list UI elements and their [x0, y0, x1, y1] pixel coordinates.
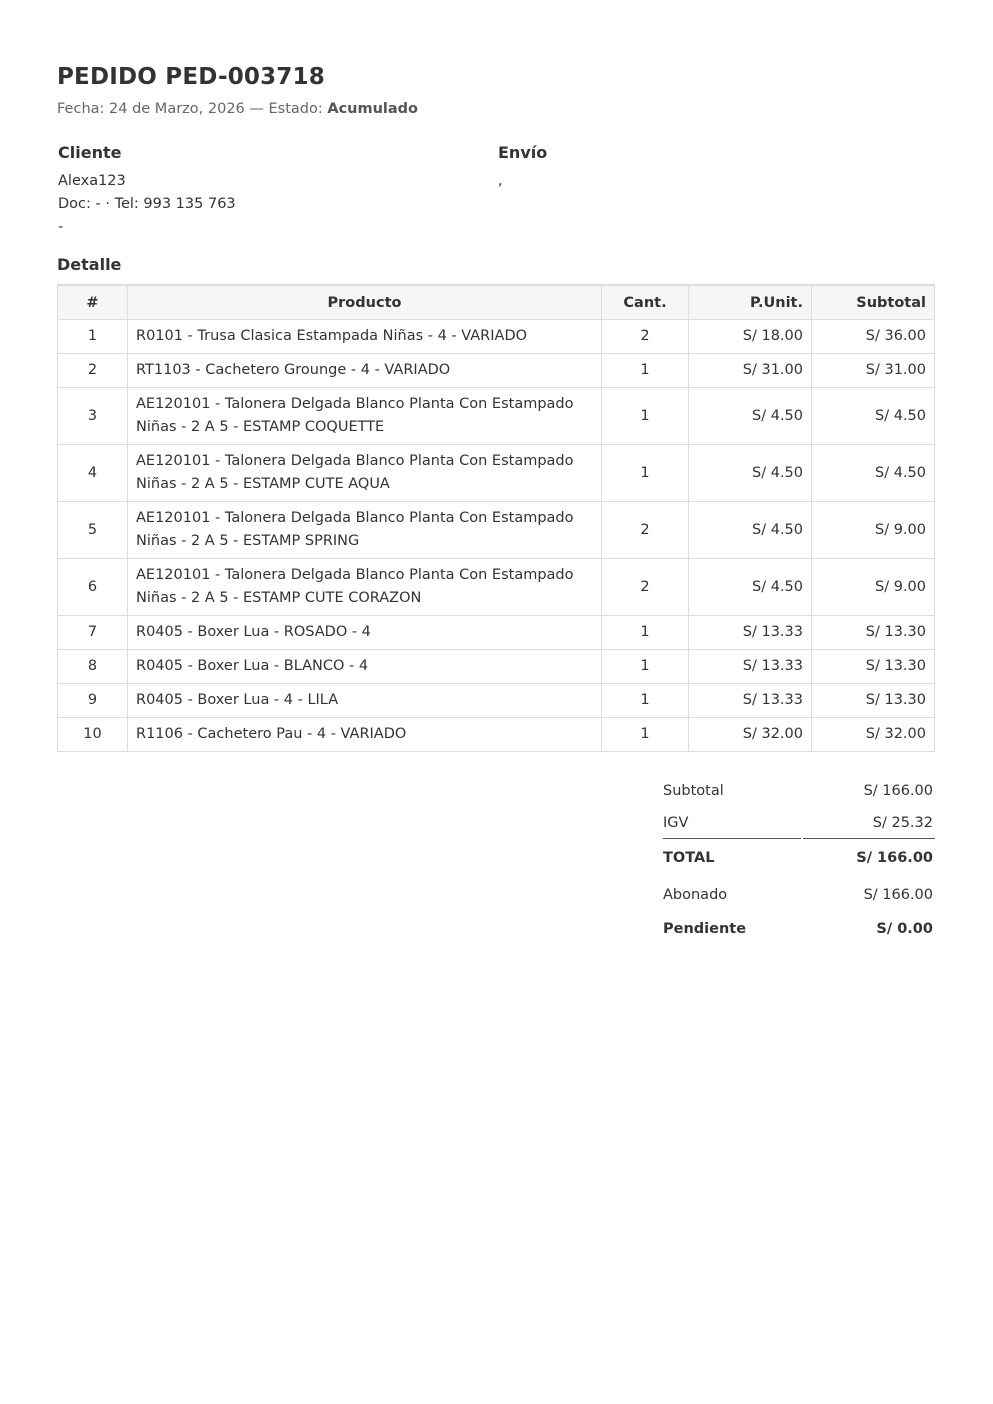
row-number: 3	[58, 388, 128, 445]
table-row	[58, 502, 935, 559]
total-value: S/ 166.00	[856, 850, 933, 866]
row-product: AE120101 - Talonera Delgada Blanco Planta Con Estampado Niñas - 2 A 5 - ESTAMP SPRING	[128, 502, 602, 559]
pending-value: S/ 0.00	[876, 921, 933, 937]
row-quantity: 2	[602, 559, 689, 616]
row-product: R0405 - Boxer Lua - ROSADO - 4	[128, 616, 602, 650]
row-quantity: 1	[602, 616, 689, 650]
row-unit-price: S/ 31.00	[689, 354, 812, 388]
row-subtotal: S/ 31.00	[812, 354, 935, 388]
totals-summary	[663, 777, 935, 945]
row-unit-price: S/ 13.33	[689, 650, 812, 684]
row-number: 9	[58, 684, 128, 718]
table-row	[58, 650, 935, 684]
row-number: 1	[58, 320, 128, 354]
client-block	[58, 142, 236, 239]
row-subtotal: S/ 32.00	[812, 718, 935, 752]
row-subtotal: S/ 36.00	[812, 320, 935, 354]
igv-row	[663, 809, 935, 839]
row-subtotal: S/ 13.30	[812, 616, 935, 650]
row-quantity: 1	[602, 684, 689, 718]
paid-value: S/ 166.00	[863, 887, 933, 903]
row-unit-price: S/ 4.50	[689, 445, 812, 502]
column-header-quantity: Cant.	[602, 285, 689, 320]
table-row	[58, 718, 935, 752]
column-header-unit-price: P.Unit.	[689, 285, 812, 320]
row-product: AE120101 - Talonera Delgada Blanco Planta Con Estampado Niñas - 2 A 5 - ESTAMP COQUETTE	[128, 388, 602, 445]
row-number: 4	[58, 445, 128, 502]
table-row	[58, 445, 935, 502]
order-meta	[57, 98, 935, 120]
row-product: R0405 - Boxer Lua - 4 - LILA	[128, 684, 602, 718]
row-unit-price: S/ 13.33	[689, 616, 812, 650]
row-product: RT1103 - Cachetero Grounge - 4 - VARIADO	[128, 354, 602, 388]
row-subtotal: S/ 13.30	[812, 684, 935, 718]
items-table	[57, 284, 935, 752]
row-subtotal: S/ 4.50	[812, 445, 935, 502]
row-subtotal: S/ 9.00	[812, 502, 935, 559]
total-label: TOTAL	[663, 850, 715, 866]
client-extra: -	[58, 219, 64, 235]
table-row	[58, 388, 935, 445]
row-number: 7	[58, 616, 128, 650]
pending-label: Pendiente	[663, 921, 747, 937]
column-header-number: #	[58, 285, 128, 320]
row-quantity: 2	[602, 502, 689, 559]
table-row	[58, 320, 935, 354]
row-number: 10	[58, 718, 128, 752]
row-product: R0101 - Trusa Clasica Estampada Niñas - 4 - VARIADO	[128, 320, 602, 354]
row-quantity: 1	[602, 718, 689, 752]
shipping-block	[498, 142, 547, 193]
igv-label: IGV	[663, 815, 689, 831]
column-header-subtotal: Subtotal	[812, 285, 935, 320]
row-product: R0405 - Boxer Lua - BLANCO - 4	[128, 650, 602, 684]
subtotal-value: S/ 166.00	[863, 783, 933, 799]
client-heading: Cliente	[58, 143, 122, 162]
row-quantity: 1	[602, 445, 689, 502]
row-quantity: 1	[602, 650, 689, 684]
row-quantity: 2	[602, 320, 689, 354]
row-unit-price: S/ 32.00	[689, 718, 812, 752]
row-unit-price: S/ 4.50	[689, 559, 812, 616]
row-subtotal: S/ 4.50	[812, 388, 935, 445]
row-number: 2	[58, 354, 128, 388]
order-date: Fecha: 24 de Marzo, 2026 — Estado:	[57, 101, 328, 117]
shipping-heading: Envío	[498, 143, 548, 162]
row-subtotal: S/ 13.30	[812, 650, 935, 684]
table-row	[58, 684, 935, 718]
client-name: Alexa123	[58, 173, 126, 189]
paid-label: Abonado	[663, 887, 728, 903]
row-subtotal: S/ 9.00	[812, 559, 935, 616]
row-product: R1106 - Cachetero Pau - 4 - VARIADO	[128, 718, 602, 752]
status-badge: Acumulado	[327, 101, 419, 117]
subtotal-label: Subtotal	[663, 783, 724, 799]
page-title: PEDIDO PED-003718	[57, 64, 325, 90]
row-product: AE120101 - Talonera Delgada Blanco Planta Con Estampado Niñas - 2 A 5 - ESTAMP CUTE CORAZON	[128, 559, 602, 616]
total-row	[663, 839, 935, 877]
order-document	[57, 58, 935, 937]
row-number: 8	[58, 650, 128, 684]
detail-heading: Detalle	[57, 255, 122, 274]
igv-value: S/ 25.32	[872, 815, 933, 831]
table-header-row	[58, 285, 935, 320]
row-quantity: 1	[602, 388, 689, 445]
table-row	[58, 354, 935, 388]
client-doc-tel: Doc: - · Tel: 993 135 763	[58, 196, 236, 212]
parties-section	[57, 142, 935, 254]
row-product: AE120101 - Talonera Delgada Blanco Planta Con Estampado Niñas - 2 A 5 - ESTAMP CUTE AQUA	[128, 445, 602, 502]
row-unit-price: S/ 13.33	[689, 684, 812, 718]
column-header-product: Producto	[128, 285, 602, 320]
row-unit-price: S/ 4.50	[689, 388, 812, 445]
paid-row	[663, 877, 935, 911]
row-unit-price: S/ 18.00	[689, 320, 812, 354]
row-number: 5	[58, 502, 128, 559]
pending-row	[663, 911, 935, 945]
shipping-address: ,	[498, 173, 503, 189]
table-row	[58, 616, 935, 650]
row-unit-price: S/ 4.50	[689, 502, 812, 559]
row-number: 6	[58, 559, 128, 616]
row-quantity: 1	[602, 354, 689, 388]
table-row	[58, 559, 935, 616]
subtotal-row	[663, 777, 935, 809]
